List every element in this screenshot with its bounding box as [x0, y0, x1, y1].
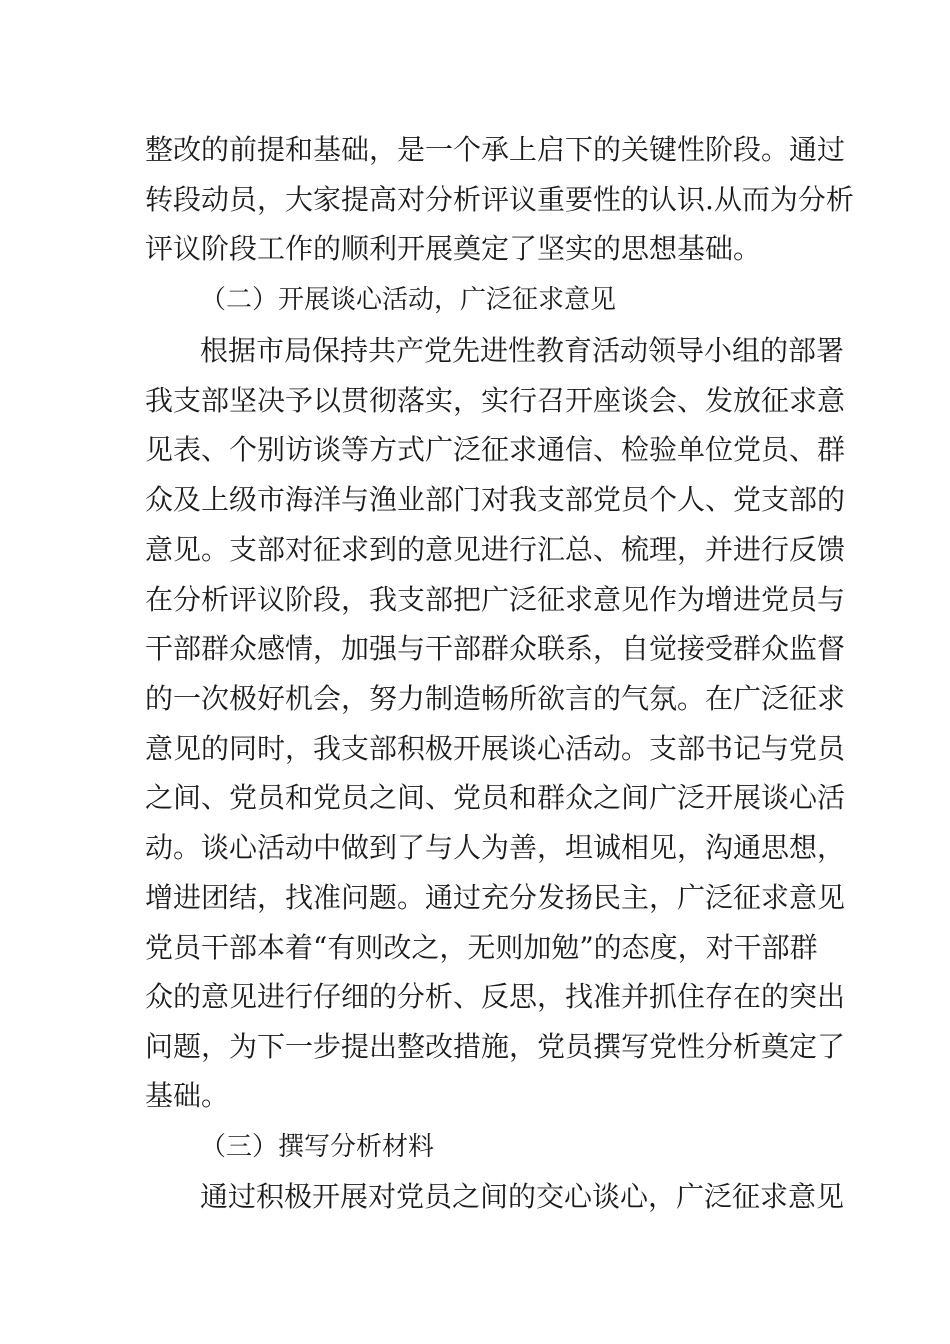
paragraph-line: 整改的前提和基础，是一个承上启下的关键性阶段。通过 [145, 133, 846, 166]
paragraph-line: 增进团结，找准问题。通过充分发扬民主，广泛征求意见 [145, 881, 846, 914]
paragraph-line: 问题，为下一步提出整改措施，党员撰写党性分析奠定了 [145, 1030, 846, 1063]
paragraph-line: 转段动员，大家提高对分析评议重要性的认识.从而为分析 [145, 183, 854, 216]
paragraph-line: 意见。支部对征求到的意见进行汇总、梳理，并进行反馈 [145, 533, 846, 566]
paragraph-line: 见表、个别访谈等方式广泛征求通信、检验单位党员、群 [145, 433, 846, 466]
section-heading-3: （三）撰写分析材料 [200, 1132, 435, 1162]
paragraph-line: 根据市局保持共产党先进性教育活动领导小组的部署 [200, 334, 845, 367]
paragraph-line: 动。谈心活动中做到了与人为善，坦诚相见，沟通思想， [145, 831, 846, 864]
paragraph-line: 基础。 [145, 1079, 230, 1112]
paragraph-line: 通过积极开展对党员之间的交心谈心，广泛征求意见 [200, 1180, 845, 1213]
paragraph-line: 的一次极好机会，努力制造畅所欲言的气氛。在广泛征求 [145, 682, 846, 715]
paragraph-line: 众的意见进行仔细的分析、反思，找准并抓住存在的突出 [145, 980, 846, 1013]
paragraph-line: 在分析评议阶段，我支部把广泛征求意见作为增进党员与 [145, 583, 846, 616]
section-heading-2: （二）开展谈心活动，广泛征求意见 [200, 285, 617, 315]
paragraph-line: 之间、党员和党员之间、党员和群众之间广泛开展谈心活 [145, 781, 846, 814]
paragraph-line: 意见的同时，我支部积极开展谈心活动。支部书记与党员 [145, 732, 846, 765]
paragraph-line: 干部群众感情，加强与干部群众联系，自觉接受群众监督 [145, 632, 846, 665]
paragraph-line: 评议阶段工作的顺利开展奠定了坚实的思想基础。 [145, 232, 762, 265]
paragraph-line: 党员干部本着“有则改之，无则加勉”的态度，对干部群 [145, 931, 818, 964]
paragraph-line: 我支部坚决予以贯彻落实，实行召开座谈会、发放征求意 [145, 384, 846, 417]
paragraph-line: 众及上级市海洋与渔业部门对我支部党员个人、党支部的 [145, 483, 846, 516]
